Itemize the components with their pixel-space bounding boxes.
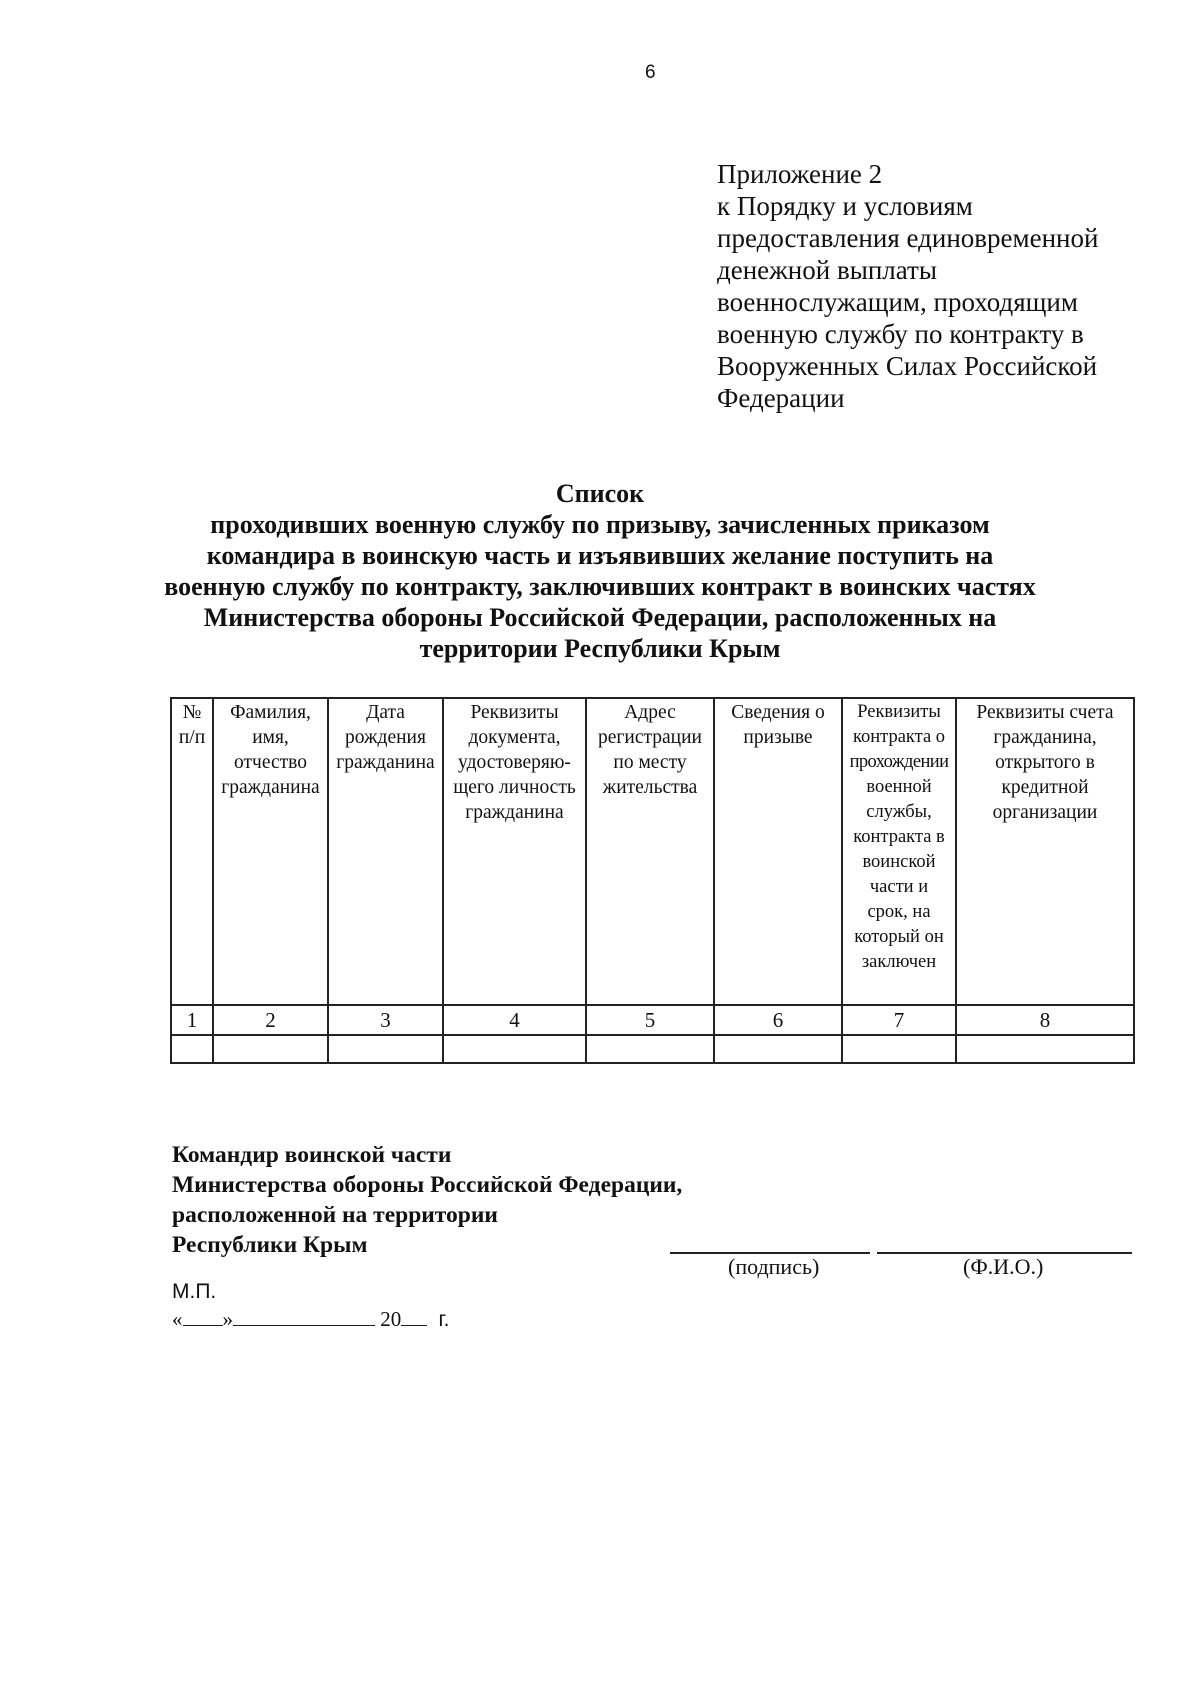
title-line: проходивших военную службу по призыву, зачисленных приказом xyxy=(210,510,990,539)
appendix-line: предоставления единовременной xyxy=(717,223,1099,253)
header-text: заключен xyxy=(861,952,937,972)
year-prefix: 20 xyxy=(380,1307,402,1331)
header-text: щего личность xyxy=(453,777,576,798)
title-heading: Список xyxy=(555,479,645,508)
appendix-reference xyxy=(717,158,1177,414)
signatory-line: Республики Крым xyxy=(172,1232,368,1258)
header-text: службы, xyxy=(866,802,932,822)
header-text: Фамилия, xyxy=(230,702,311,723)
empty-cell xyxy=(443,1035,586,1063)
header-cell-id-document xyxy=(443,698,586,1005)
header-cell-bank-account xyxy=(956,698,1134,1005)
appendix-line: военнослужащим, проходящим xyxy=(717,287,1078,317)
header-text: контракта о xyxy=(852,727,946,747)
header-cell-birth-date xyxy=(328,698,443,1005)
year-suffix: г. xyxy=(438,1308,450,1331)
empty-data-row xyxy=(171,1035,1134,1063)
header-text: который он xyxy=(854,927,944,947)
empty-cell xyxy=(328,1035,443,1063)
table-header-row xyxy=(171,698,1134,1005)
header-text: Сведения о xyxy=(731,702,825,723)
stamp-label: М.П. xyxy=(172,1280,217,1303)
empty-cell xyxy=(586,1035,714,1063)
header-text: воинской xyxy=(862,852,936,872)
signatory-line: расположенной на территории xyxy=(172,1202,498,1228)
header-text: Реквизиты счета xyxy=(976,702,1114,723)
title-line: территории Республики Крым xyxy=(419,634,781,663)
page-number: 6 xyxy=(645,62,656,83)
header-text: отчество xyxy=(234,752,307,773)
header-text: гражданина, xyxy=(993,727,1097,748)
header-text: организации xyxy=(992,802,1098,823)
header-text: прохождении xyxy=(849,752,949,772)
empty-cell xyxy=(956,1035,1134,1063)
header-text: имя, xyxy=(252,727,289,748)
header-text: Дата xyxy=(366,702,405,723)
header-text: кредитной xyxy=(1001,777,1089,798)
header-text: Реквизиты xyxy=(857,702,941,722)
header-text: п/п xyxy=(178,727,206,748)
header-cell-full-name xyxy=(213,698,328,1005)
header-text: рождения xyxy=(345,727,426,748)
citizens-list-table xyxy=(170,697,1135,1064)
title-line: командира в воинскую часть и изъявивших желание поступить на xyxy=(206,541,994,570)
column-number-cell: 8 xyxy=(956,1005,1134,1035)
document-title xyxy=(120,478,1080,664)
header-text: гражданина xyxy=(465,802,564,823)
header-text: военной xyxy=(866,777,932,797)
empty-cell xyxy=(714,1035,842,1063)
column-number-cell: 1 xyxy=(171,1005,213,1035)
header-text: по месту xyxy=(613,752,687,773)
appendix-line: денежной выплаты xyxy=(717,255,937,285)
header-text: контракта в xyxy=(853,827,945,847)
appendix-line: Приложение 2 xyxy=(717,159,883,189)
header-cell-contract xyxy=(842,698,956,1005)
appendix-line: военную службу по контракту в xyxy=(717,319,1084,349)
appendix-line: Вооруженных Силах Российской xyxy=(717,351,1098,381)
year-blank xyxy=(401,1307,427,1326)
column-number-row xyxy=(171,1005,1134,1035)
header-text: открытого в xyxy=(995,752,1095,773)
header-text: документа, xyxy=(468,727,561,748)
header-text: срок, на xyxy=(867,902,931,922)
close-quote: » xyxy=(222,1307,233,1331)
signatory-block xyxy=(172,1140,682,1260)
column-number-cell: 6 xyxy=(714,1005,842,1035)
appendix-line: к Порядку и условиям xyxy=(717,191,973,221)
header-text: призыве xyxy=(743,727,813,748)
header-cell-address xyxy=(586,698,714,1005)
signature-caption: (подпись) xyxy=(728,1254,820,1279)
header-cell-conscription xyxy=(714,698,842,1005)
day-blank xyxy=(183,1307,223,1326)
title-line: Министерства обороны Российской Федерации, расположенных на xyxy=(203,603,997,632)
signatory-line: Министерства обороны Российской Федерации, xyxy=(172,1172,683,1198)
open-quote: « xyxy=(172,1307,183,1331)
header-text: Адрес xyxy=(624,702,676,723)
empty-cell xyxy=(213,1035,328,1063)
header-text: жительства xyxy=(602,777,698,798)
column-number-cell: 4 xyxy=(443,1005,586,1035)
date-line xyxy=(172,1307,449,1332)
empty-cell xyxy=(171,1035,213,1063)
signatory-line: Командир воинской части xyxy=(172,1142,452,1168)
column-number-cell: 3 xyxy=(328,1005,443,1035)
header-text: № xyxy=(182,702,202,723)
header-text: гражданина xyxy=(336,752,435,773)
column-number-cell: 5 xyxy=(586,1005,714,1035)
appendix-line: Федерации xyxy=(717,383,845,413)
title-line: военную службу по контракту, заключивших контракт в воинских частях xyxy=(164,572,1036,601)
column-number-cell: 2 xyxy=(213,1005,328,1035)
header-text: Реквизиты xyxy=(470,702,559,723)
header-text: удостоверяю- xyxy=(458,752,571,773)
month-blank xyxy=(233,1307,375,1326)
header-cell-number xyxy=(171,698,213,1005)
empty-cell xyxy=(842,1035,956,1063)
header-text: регистрации xyxy=(598,727,702,748)
header-text: гражданина xyxy=(221,777,320,798)
full-name-caption: (Ф.И.О.) xyxy=(963,1254,1044,1279)
column-number-cell: 7 xyxy=(842,1005,956,1035)
header-text: части и xyxy=(869,877,929,897)
